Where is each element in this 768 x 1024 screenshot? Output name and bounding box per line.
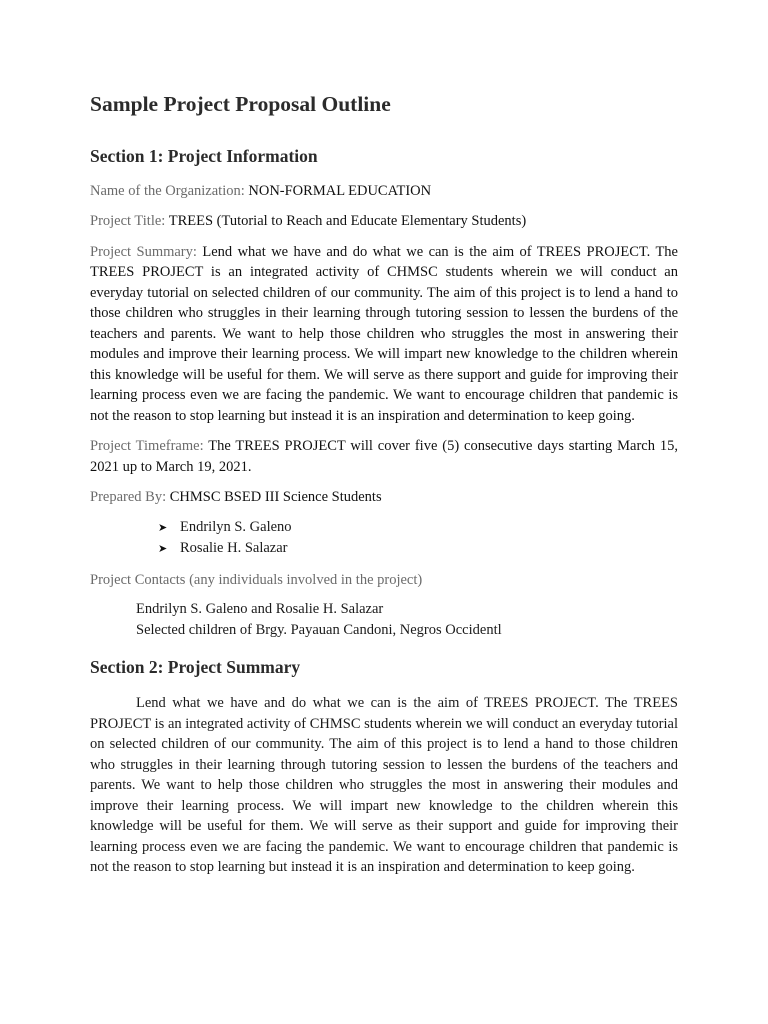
organization-field bbox=[90, 181, 678, 202]
preparer-name: Rosalie H. Salazar bbox=[180, 540, 288, 557]
project-title-label: Project Title: bbox=[90, 213, 166, 230]
prepared-by-value: CHMSC BSED III Science Students bbox=[169, 489, 382, 506]
list-item bbox=[158, 517, 678, 539]
prepared-by-label: Prepared By: bbox=[90, 489, 167, 506]
section-2-heading: Section 2: Project Summary bbox=[90, 657, 301, 678]
prepared-by-field bbox=[90, 487, 678, 508]
document-title: Sample Project Proposal Outline bbox=[90, 92, 391, 116]
project-timeframe-label: Project Timeframe: bbox=[90, 438, 204, 455]
section-2-body: Lend what we have and do what we can is the aim of TREES PROJECT. The TREES PROJECT is an integrated activity of CHMSC students wherein we will conduct an everyday tutorial on selected children of our community. The aim of this project is to lend a hand to those children who struggles in their learning through tutoring session to lessen the burdens of the teachers and parents. We want to help those children who struggles the most in answering their modules and improve their learning process. We will impart new knowledge to the children wherein this knowledge will be useful for them. We will serve as their support and guide for improving their learning process even we are facing the pandemic. We want to encourage children that pandemic is not the reason to stop learning but instead it is an inspiration and determination to keep going. bbox=[90, 695, 678, 876]
contact-line: Selected children of Brgy. Payauan Candoni, Negros Occidentl bbox=[136, 621, 502, 638]
project-contacts-field bbox=[90, 570, 678, 591]
contacts-list bbox=[90, 599, 678, 640]
section-1-heading: Section 1: Project Information bbox=[90, 145, 318, 166]
organization-label: Name of the Organization: bbox=[90, 182, 245, 199]
project-summary-value: Lend what we have and do what we can is the aim of TREES PROJECT. The TREES PROJECT is an integrated activity of CHMSC students wherein we will conduct an everyday tutorial on selected children of our community. The aim of this project is to lend a hand to those children who struggles in their learning through tutoring session to lessen the burdens of the teachers and parents. We want to help those children who struggles the most in answering their modules and improve their learning process. We will impart new knowledge to the children wherein this knowledge will be useful for them. We will serve as there support and guide for improving their learning process even we are facing the pandemic. We want to encourage children that pandemic is not the reason to stop learning but instead it is an inspiration and determination to keep going. bbox=[90, 243, 678, 424]
project-summary-field bbox=[90, 242, 678, 427]
preparers-list bbox=[90, 517, 678, 560]
project-contacts-label: Project Contacts (any individuals involved in the project) bbox=[90, 571, 423, 588]
project-timeframe-value: The TREES PROJECT will cover five (5) consecutive days starting March 15, 2021 up to March 19, 2021. bbox=[90, 438, 678, 475]
arrow-bullet-icon: ➤ bbox=[158, 543, 168, 556]
project-title-value: TREES (Tutorial to Reach and Educate Elementary Students) bbox=[168, 213, 527, 230]
arrow-bullet-icon: ➤ bbox=[158, 521, 168, 534]
list-item bbox=[158, 538, 678, 560]
project-summary-label: Project Summary: bbox=[90, 243, 197, 260]
project-title-field bbox=[90, 211, 678, 232]
contact-line: Endrilyn S. Galeno and Rosalie H. Salazar bbox=[136, 601, 384, 618]
preparer-name: Endrilyn S. Galeno bbox=[180, 518, 292, 535]
project-timeframe-field bbox=[90, 436, 678, 477]
organization-value: NON-FORMAL EDUCATION bbox=[248, 182, 432, 199]
